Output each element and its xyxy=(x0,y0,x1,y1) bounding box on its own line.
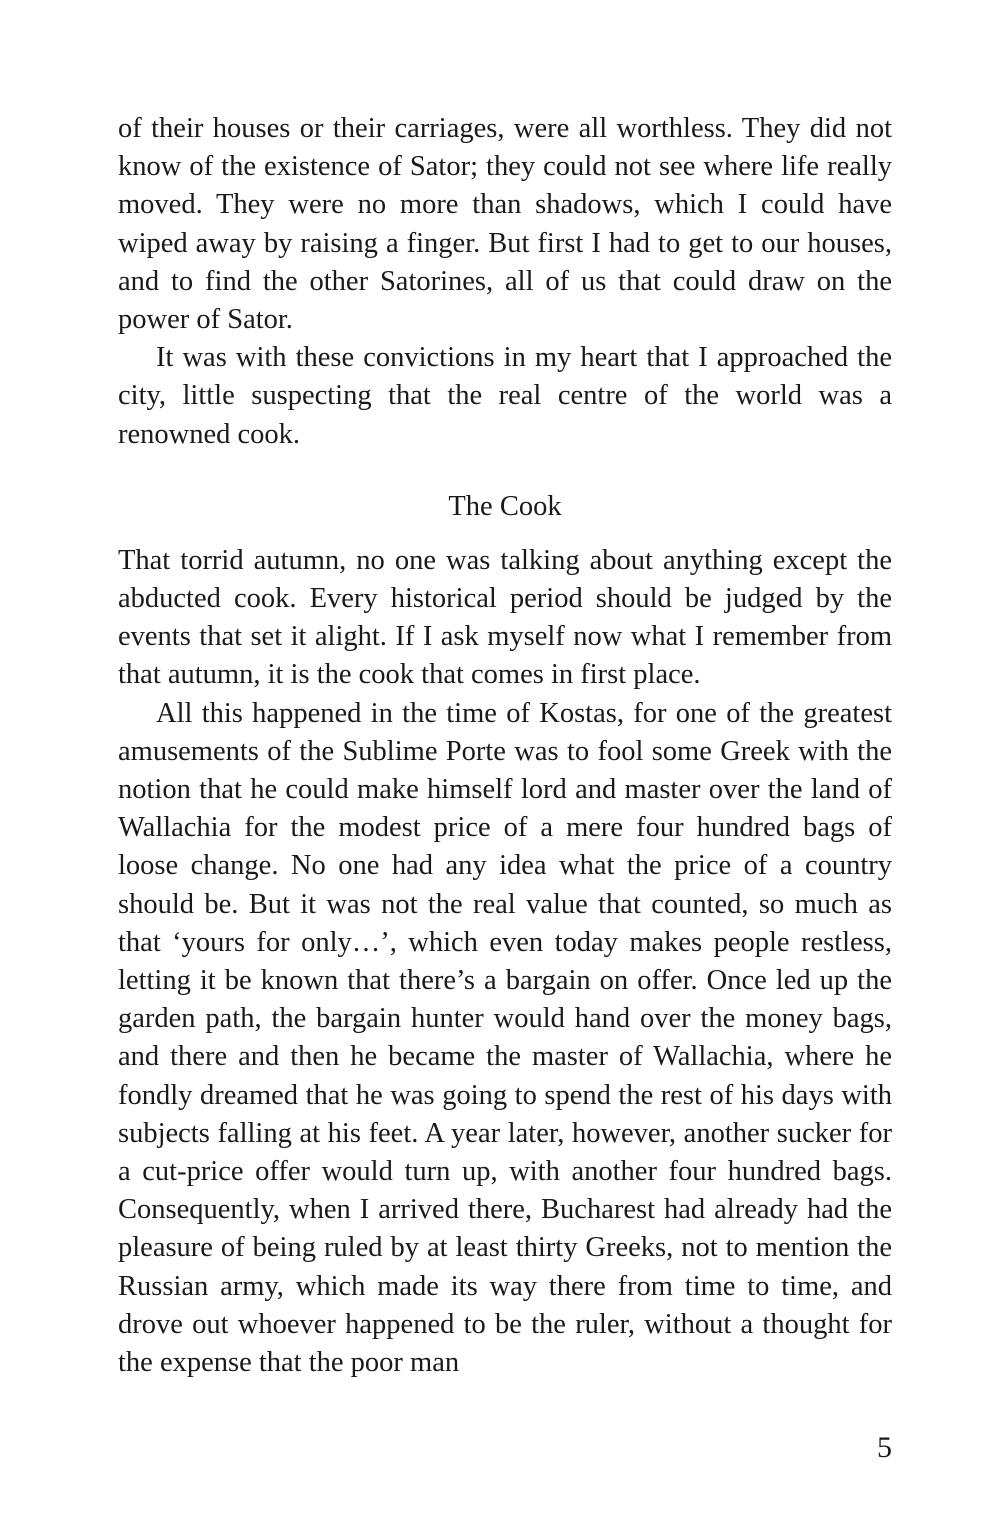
paragraph: It was with these convictions in my heart that I approached the city, little suspecting that the real centre of the world was a renowned cook. xyxy=(118,342,892,450)
section-heading: The Cook xyxy=(448,490,562,522)
page-number: 5 xyxy=(877,1431,892,1464)
paragraph: All this happened in the time of Kostas, for one of the greatest amusements of the Sublime Porte was to fool some Greek with the notion that he could make himself lord and master over the land of Wallachia for the modest price of a mere four hundred bags of loose change. No one had any idea what the price of a country should be. But it was not the real value that counted, so much as that ‘yours for only…’, which even today makes people restless, letting it be known that there’s a bargain on offer. Once led up the garden path, the bargain hunter would hand over the money bags, and there and then he became the master of Wallachia, where he fondly dreamed that he was going to spend the rest of his days with subjects falling at his feet. A year later, however, another sucker for a cut-price offer would turn up, with another four hundred bags. Consequently, when I arrived there, Bucharest had already had the pleasure of being ruled by at least thirty Greeks, not to mention the Russian army, which made its way there from time to time, and drove out whoever happened to be the ruler, without a thought for the expense that the poor man xyxy=(118,697,892,1379)
page-body xyxy=(118,110,892,1382)
paragraph-first: That torrid autumn, no one was talking about anything except the abducted cook. Every historical period should be judged by the events that set it alight. If I ask myself now what I remember from that autumn, it is the cook that comes in first place. xyxy=(118,544,892,691)
paragraph-continued: of their houses or their carriages, were all worthless. They did not know of the existence of Sator; they could not see where life really moved. They were no more than shadows, which I could have wiped away by raising a finger. But first I had to get to our houses, and to find the other Satorines, all of us that could draw on the power of Sator. xyxy=(118,113,892,336)
